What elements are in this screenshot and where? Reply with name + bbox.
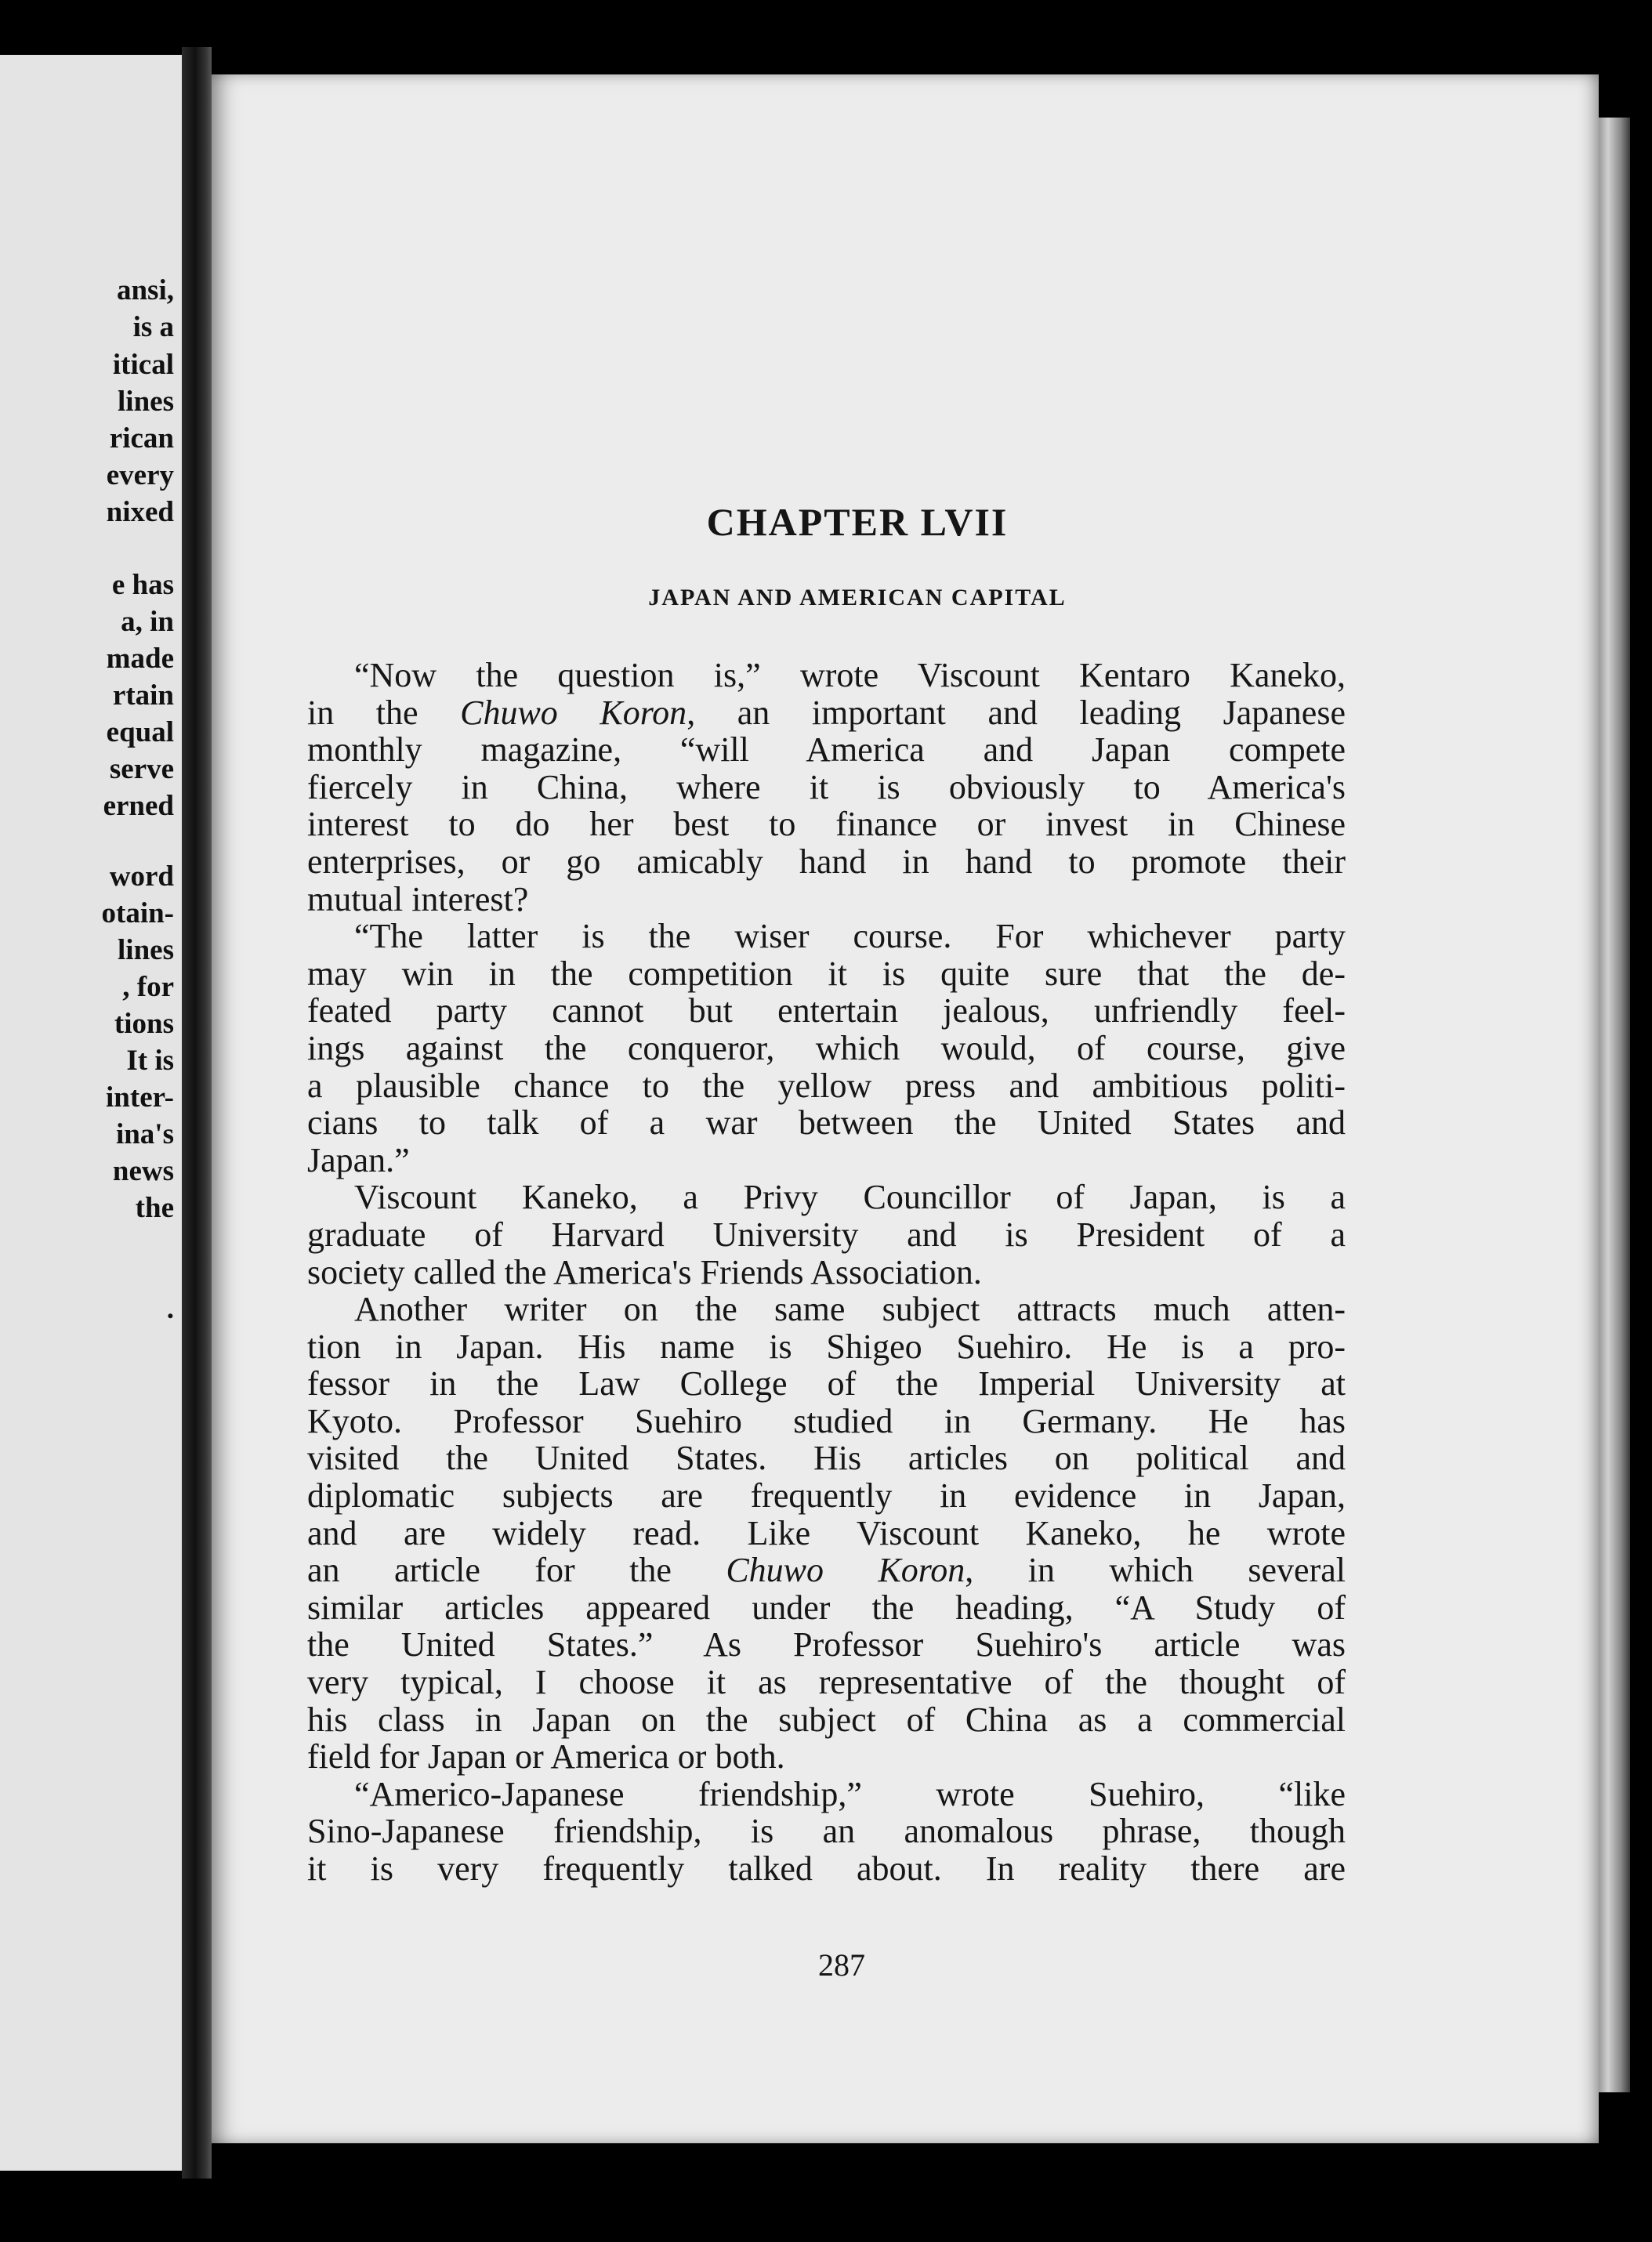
- previous-page-text-fragment: the: [135, 1192, 174, 1224]
- previous-page-text-fragment: rtain: [112, 679, 174, 712]
- previous-page-text-fragment: nixed: [106, 496, 174, 528]
- text-line: field for Japan or America or both.: [307, 1737, 785, 1777]
- text-line: diplomatic subjects are frequently in evidence in Japan,: [307, 1476, 1346, 1516]
- chapter-title: CHAPTER LVII: [706, 500, 1009, 544]
- text-line: it is very frequently talked about. In reality there are: [307, 1849, 1346, 1888]
- previous-page-text-fragment: lines: [118, 386, 174, 418]
- previous-page-text-fragment: .: [166, 1293, 174, 1325]
- body-text: [307, 657, 1346, 1888]
- text-line: ings against the conqueror, which would, of course, give: [307, 1028, 1346, 1067]
- chapter-subtitle: JAPAN AND AMERICAN CAPITAL: [648, 585, 1067, 610]
- previous-page-text-fragment: erned: [103, 790, 174, 822]
- previous-page-text-fragment: a, in: [121, 606, 174, 638]
- text-line: fessor in the Law College of the Imperial University at: [307, 1364, 1346, 1404]
- text-line: “Now the question is,” wrote Viscount Kentaro Kaneko,: [354, 656, 1346, 694]
- previous-page-text-fragment: tions: [114, 1008, 174, 1040]
- previous-page-text-fragment: ansi,: [116, 274, 174, 306]
- text-line: very typical, I choose it as representative of the thought of: [307, 1663, 1346, 1702]
- magazine-title: Chuwo Koron: [726, 1551, 965, 1590]
- previous-page-text-fragment: inter-: [106, 1081, 174, 1114]
- text-line: his class in Japan on the subject of China as a commercial: [307, 1700, 1346, 1739]
- previous-page-text-fragment: rican: [109, 422, 174, 455]
- previous-page-text-fragment: itical: [112, 349, 174, 381]
- text-line: interest to do her best to finance or invest in Chinese: [307, 805, 1346, 844]
- text-line: a plausible chance to the yellow press and ambitious politi-: [307, 1066, 1346, 1105]
- text-line: and are widely read. Like Viscount Kaneko, he wrote: [307, 1513, 1346, 1552]
- page-number: 287: [818, 1947, 865, 1983]
- text-line: the United States.” As Professor Suehiro's article was: [307, 1625, 1346, 1664]
- text-line: tion in Japan. His name is Shigeo Suehiro. He is a pro-: [307, 1327, 1346, 1366]
- text-line: visited the United States. His articles on political and: [307, 1439, 1346, 1478]
- previous-page-text-fragment: e has: [111, 569, 174, 601]
- previous-page-text-fragment: It is: [126, 1045, 174, 1077]
- text-line: Viscount Kaneko, a Privy Councillor of Japan, is a: [354, 1178, 1346, 1217]
- text-line: graduate of Harvard University and is President of a: [307, 1215, 1346, 1254]
- book-gutter: [182, 47, 212, 2179]
- text-line: society called the America's Friends Association.: [307, 1252, 982, 1291]
- text-line: feated party cannot but entertain jealous, unfriendly feel-: [307, 991, 1346, 1030]
- previous-page-text-fragment: , for: [122, 971, 174, 1003]
- text-line: fiercely in China, where it is obviously to America's: [307, 767, 1346, 806]
- previous-page-text-fragment: ina's: [115, 1118, 174, 1150]
- previous-page-text-fragment: is a: [132, 311, 174, 343]
- text-line: similar articles appeared under the heading, “A Study of: [307, 1588, 1346, 1627]
- previous-page-text-fragment: word: [109, 860, 174, 893]
- text-line: cians to talk of a war between the United States and: [307, 1103, 1346, 1143]
- previous-page-text-fragment: serve: [109, 753, 174, 785]
- page-edge: [1599, 118, 1630, 2092]
- text-line: an article for the Chuwo Koron, in which several: [307, 1551, 1346, 1590]
- text-line: Sino-Japanese friendship, is an anomalous phrase, though: [307, 1812, 1346, 1851]
- text-line: Japan.”: [307, 1140, 410, 1179]
- text-line: mutual interest?: [307, 879, 529, 918]
- previous-page-text-fragment: every: [106, 459, 174, 491]
- text-line: may win in the competition it is quite sure that the de-: [307, 954, 1346, 993]
- previous-page-fragment: [0, 55, 182, 2171]
- text-line: Another writer on the same subject attracts much atten-: [354, 1290, 1346, 1329]
- text-line: monthly magazine, “will America and Japan compete: [307, 730, 1346, 770]
- text-line: in the Chuwo Koron, an important and leading Japanese: [307, 693, 1346, 732]
- previous-page-text-fragment: lines: [118, 934, 174, 966]
- text-line: Kyoto. Professor Suehiro studied in Germany. He has: [307, 1401, 1346, 1440]
- previous-page-text-fragment: otain-: [101, 897, 174, 929]
- previous-page-text-fragment: made: [106, 643, 174, 675]
- previous-page-text-fragment: news: [112, 1155, 174, 1187]
- text-line: “The latter is the wiser course. For whichever party: [354, 917, 1346, 956]
- text-line: “Americo-Japanese friendship,” wrote Suehiro, “like: [354, 1774, 1346, 1813]
- text-line: enterprises, or go amicably hand in hand to promote their: [307, 842, 1346, 881]
- previous-page-text-fragment: equal: [106, 716, 174, 748]
- magazine-title: Chuwo Koron: [460, 693, 687, 732]
